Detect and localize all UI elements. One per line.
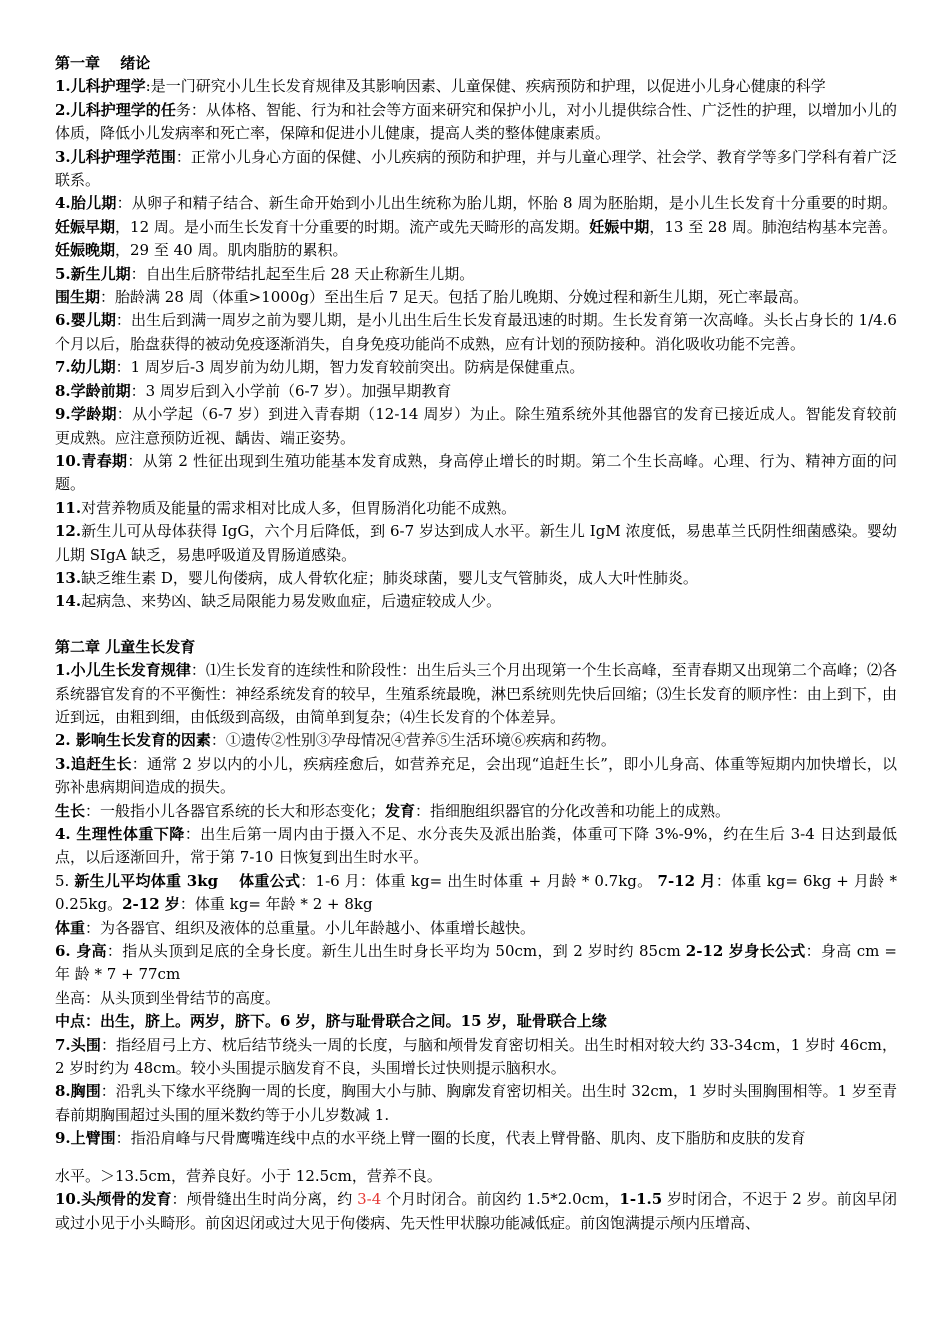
ch1-item-4: 4.胎儿期：从卵子和精子结合、新生命开始到小儿出生统称为胎儿期，怀胎 8 周为胚胎期，是小儿生长发育十分重要的时期。妊娠早期，12 周。是小而生长发育十分重要的时期。流产或先天畸形的高发期。妊娠中期，13 至 28 周。肺泡结构基本完善。妊娠晚期，29 至 40 周。肌肉脂肪的累积。 [55,194,897,260]
ch1-item-perinatal: 围生期：胎龄满 28 周（体重>1000g）至出生后 7 足天。包括了胎儿晚期、分娩过程和新生儿期，死亡率最高。 [55,288,809,307]
ch1-item-6: 6.婴儿期：出生后到满一周岁之前为婴儿期，是小儿出生后生长发育最迅速的时期。生长发育第一次高峰。头长占身长的 1/4.6 个月以后，胎盘获得的被动免疫逐渐消失，自身免疫功能尚不成熟，应有计划的预防接种。消化吸收功能不完善。 [55,311,897,353]
ch1-item-8: 8.学龄前期：3 周岁后到入小学前（6-7 岁）。加强早期教育 [55,381,452,400]
ch2-midpoint: 中点：出生，脐上。两岁，脐下。6 岁，脐与耻骨联合之间。15 岁，耻骨联合上缘 [55,1012,607,1031]
ch2-weight-formula: 5. 新生儿平均体重 3kg 体重公式：1-6 月：体重 kg= 出生时体重 + 月龄 * 0.7kg。 7-12 月：体重 kg= 6kg + 月龄 * 0.25kg。2-12 岁：体重 kg= 年龄 * 2 + 8kg [55,871,897,914]
ch2-catch-up-growth: 3.追赶生长：通常 2 岁以内的小儿，疾病痊愈后，如营养充足，会出现“追赶生长”，即小儿身高、体重等短期内加快增长，以弥补患病期间造成的损失。 [55,754,897,797]
ch2-head-circumference: 7.头围：指经眉弓上方、枕后结节绕头一周的长度，与脑和颅骨发育密切相关。出生时相对较大约 33-34cm，1 岁时 46cm，2 岁时约为 48cm。较小头围提示脑发育不良，头围增长过快则提示脑积水。 [55,1035,897,1078]
document-page [55,52,897,1235]
ch2-upper-arm-cont: 水平。＞13.5cm，营养良好。小于 12.5cm，营养不良。 [55,1166,442,1185]
ch1-item-2: 2.儿科护理学的任务：从体格、智能、行为和社会等方面来研究和保护小儿，对小儿提供综合性、广泛性的护理，以增加小儿的体质，降低小儿发病率和死亡率，保障和促进小儿健康，提高人类的整体健康素质。 [55,100,897,143]
line-spacer [55,1151,897,1165]
ch1-item-12: 12.新生儿可从母体获得 IgG，六个月后降低，到 6-7 岁达到成人水平。新生儿 IgM 浓度低，易患革兰氏阴性细菌感染。婴幼儿期 SIgA 缺乏，易患呼吸道及胃肠道感染。 [55,522,897,564]
ch1-item-9: 9.学龄期：从小学起（6-7 岁）到进入青春期（12-14 周岁）为止。除生殖系统外其他器官的发育已接近成人。智能发育较前更成熟。应注意预防近视、龋齿、端正姿势。 [55,405,897,447]
ch2-upper-arm: 9.上臂围：指沿肩峰与尺骨鹰嘴连线中点的水平绕上臂一圈的长度，代表上臂骨骼、肌肉、皮下脂肪和皮肤的发育 [55,1129,806,1148]
chapter-1-title: 第一章 绪论 [55,54,151,72]
ch2-influencing-factors: 2. 影响生长发育的因素：①遗传②性别③孕母情况④营养⑤生活环境⑥疾病和药物。 [55,731,616,750]
ch2-sitting-height: 坐高：从头顶到坐骨结节的高度。 [55,988,281,1007]
ch1-item-5: 5.新生儿期：自出生后脐带结扎起至生后 28 天止称新生儿期。 [55,264,475,283]
ch2-growth-rules: 1.小儿生长发育规律：⑴生长发育的连续性和阶段性：出生后头三个月出现第一个生长高峰，至青春期又出现第二个高峰；⑵各系统器官发育的不平衡性：神经系统发育的较早，生殖系统最晚，淋巴系统则先快后回缩；⑶生长发育的顺序性：由上到下，由近到远，由粗到细，由低级到高级，由简单到复杂；⑷生长发育的个体差异。 [55,661,897,726]
ch1-item-1: 1.儿科护理学:是一门研究小儿生长发育规律及其影响因素、儿童保健、疾病预防和护理，以促进小儿身心健康的科学 [55,77,826,96]
ch1-item-10: 10.青春期：从第 2 性征出现到生殖功能基本发育成熟，身高停止增长的时期。第二个生长高峰。心理、行为、精神方面的问题。 [55,451,897,494]
ch2-skull-development: 10.头颅骨的发育：颅骨缝出生时尚分离，约 3-4 个月时闭合。前囟约 1.5*2.0cm，1-1.5 岁时闭合，不迟于 2 岁。前囟早闭或过小见于小头畸形。前囟迟闭或过大见于佝偻病、先天性甲状腺功能减低症。前囟饱满提示颅内压增高、 [55,1190,897,1232]
ch2-height: 6. 身高：指从头顶到足底的全身长度。新生儿出生时身长平均为 50cm，到 2 岁时约 85cm 2-12 岁身长公式：身高 cm = 年 龄 * 7 + 77cm [55,942,897,984]
ch1-item-7: 7.幼儿期：1 周岁后-3 周岁前为幼儿期，智力发育较前突出。防病是保健重点。 [55,358,585,377]
ch2-growth-definition: 生长：一般指小儿各器官系统的长大和形态变化；发育：指细胞组织器官的分化改善和功能上的成熟。 [55,801,731,820]
section-spacer [55,614,897,636]
ch1-item-14: 14.起病急、来势凶、缺乏局限能力易发败血症，后遗症较成人少。 [55,592,502,611]
ch1-item-11: 11.对营养物质及能量的需求相对比成人多，但胃肠消化功能不成熟。 [55,498,517,517]
ch2-chest-circumference: 8.胸围：沿乳头下缘水平绕胸一周的长度，胸围大小与肺、胸廓发育密切相关。出生时 32cm，1 岁时头围胸围相等。1 岁至青春前期胸围超过头围的厘米数约等于小儿岁数减 1. [55,1082,897,1124]
ch2-weight-drop: 4. 生理性体重下降：出生后第一周内由于摄入不足、水分丧失及派出胎粪，体重可下降 3%-9%，约在生后 3-4 日达到最低点，以后逐渐回升，常于第 7-10 日恢复到出生时水平。 [55,825,898,867]
ch1-item-3: 3.儿科护理学范围：正常小儿身心方面的保健、小儿疾病的预防和护理，并与儿童心理学、社会学、教育学等多门学科有着广泛联系。 [55,147,897,190]
ch2-weight-definition: 体重：为各器官、组织及液体的总重量。小儿年龄越小、体重增长越快。 [55,918,536,937]
ch1-item-13: 13.缺乏维生素 D，婴儿佝偻病，成人骨软化症；肺炎球菌，婴儿支气管肺炎，成人大叶性肺炎。 [55,568,698,587]
chapter-2-title: 第二章 儿童生长发育 [55,637,196,656]
